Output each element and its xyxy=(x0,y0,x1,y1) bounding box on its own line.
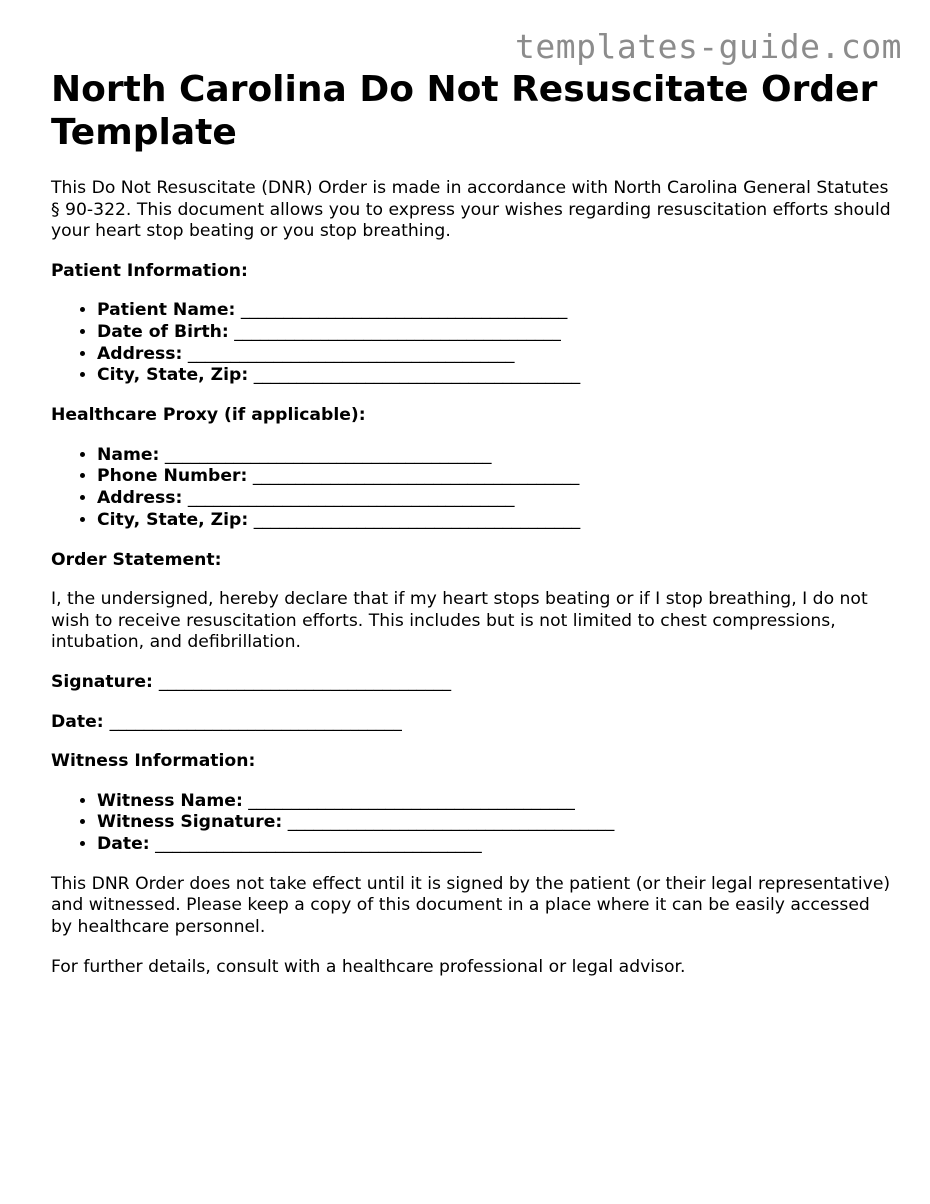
signature-field[interactable] xyxy=(51,672,891,694)
witness-signature-field[interactable] xyxy=(97,812,891,834)
field-blank: ______________________________________ xyxy=(240,300,568,321)
field-blank: ______________________________________ xyxy=(187,488,515,509)
proxy-address-field[interactable] xyxy=(97,488,891,510)
proxy-fields xyxy=(51,445,891,532)
order-statement-heading: Order Statement: xyxy=(51,549,222,570)
witness-date-field[interactable] xyxy=(97,834,891,856)
document-body xyxy=(51,68,891,978)
date-of-birth-field[interactable] xyxy=(97,322,891,344)
patient-name-field[interactable] xyxy=(97,300,891,322)
field-label: Date of Birth: xyxy=(97,322,229,343)
field-label: Address: xyxy=(97,488,183,509)
patient-fields xyxy=(51,300,891,387)
witness-info-heading: Witness Information: xyxy=(51,751,256,772)
witness-fields xyxy=(51,791,891,856)
field-label: Witness Signature: xyxy=(97,812,283,833)
patient-address-field[interactable] xyxy=(97,344,891,366)
field-label: Date: xyxy=(51,711,104,732)
page-title: North Carolina Do Not Resuscitate Order Template xyxy=(51,69,878,153)
field-blank: __________________________________ xyxy=(109,711,402,732)
proxy-heading: Healthcare Proxy (if applicable): xyxy=(51,405,366,426)
patient-city-state-zip-field[interactable] xyxy=(97,365,891,387)
field-blank: ______________________________________ xyxy=(248,790,575,811)
field-label: City, State, Zip: xyxy=(97,509,249,530)
patient-info-heading: Patient Information: xyxy=(51,260,248,281)
field-blank: ______________________________________ xyxy=(155,834,482,855)
field-blank: ______________________________________ xyxy=(253,365,581,386)
field-label: Date: xyxy=(97,834,150,855)
order-statement-text: I, the undersigned, hereby declare that if my heart stops beating or if I stop breathing, I do not wish to receive resuscitation efforts. This includes but is not limited to chest compressions, intubation, and defibrillation. xyxy=(51,589,868,653)
date-field[interactable] xyxy=(51,712,891,734)
effect-note: This DNR Order does not take effect until it is signed by the patient (or their legal representative) and witnessed. Please keep a copy of this document in a place where it can be easily accessed by healthcare personnel. xyxy=(51,873,891,938)
field-label: Signature: xyxy=(51,671,153,692)
field-blank: __________________________________ xyxy=(158,671,452,692)
field-blank: ______________________________________ xyxy=(252,466,580,487)
field-blank: ______________________________________ xyxy=(164,444,492,465)
field-label: Address: xyxy=(97,343,183,364)
watermark: templates-guide.com xyxy=(515,27,902,66)
field-blank: ______________________________________ xyxy=(253,509,581,530)
field-label: Name: xyxy=(97,444,160,465)
further-details-note: For further details, consult with a healthcare professional or legal advisor. xyxy=(51,956,686,977)
intro-paragraph: This Do Not Resuscitate (DNR) Order is made in accordance with North Carolina General Statutes § 90-322. This document allows you to express your wishes regarding resuscitation efforts should your heart stop beating or you stop breathing. xyxy=(51,178,891,242)
field-label: Patient Name: xyxy=(97,300,236,321)
field-blank: ______________________________________ xyxy=(187,343,515,364)
proxy-name-field[interactable] xyxy=(97,445,891,467)
field-blank: ______________________________________ xyxy=(234,322,561,343)
field-blank: ______________________________________ xyxy=(287,812,615,833)
field-label: Witness Name: xyxy=(97,790,243,811)
proxy-phone-field[interactable] xyxy=(97,466,891,488)
proxy-city-state-zip-field[interactable] xyxy=(97,510,891,532)
field-label: Phone Number: xyxy=(97,466,248,487)
field-label: City, State, Zip: xyxy=(97,365,249,386)
witness-name-field[interactable] xyxy=(97,791,891,813)
